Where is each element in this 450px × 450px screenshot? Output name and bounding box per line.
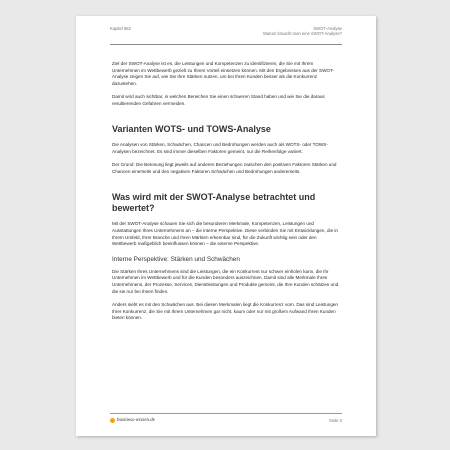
paragraph-perspectives: Mit der SWOT-Analyse schauen Sie sich die besonderen Merkmale, Kompetenzen, Leistungen und Ausstattungen Ihres Unternehmens an – die interne Perspektive. Diese verbinden Sie mit Entwicklungen, die in Ihrem Umfeld, Ihrer Branche und Ihren Märkten erkennbar sind, für die Zukunft wichtig sein oder den Wettbewerb maßgeblich beeinflussen können – die externe Perspektive. [112, 221, 338, 247]
page-header [110, 24, 342, 45]
paragraph-reason: Der Grund: Die Betonung liegt jeweils auf anderen Beziehungen zwischen den positiven Faktoren Stärken und Chancen einerseits und den negativen Faktoren Schwächen und Bedrohungen andererseits. [112, 162, 337, 174]
paragraph-weaknesses: Anders sieht es mit den Schwächen aus. Bei diesen Merkmalen liegt die Konkurrenz vorn. Das sind Leistungen Ihrer Konkurrenz, die Sie mit Ihrem Unternehmen gar nicht, kaum oder nur mit großem Aufwand Ihren Kunden bieten können. [112, 302, 338, 321]
logo-text: business-wissen.de [117, 418, 155, 423]
header-title [263, 26, 342, 36]
paragraph-visibility: Damit wird auch sichtbar, in welchen Bereichen Sie einen schweren Stand haben und wie Sie die daraus resultierenden Gefahren vermeiden. [112, 94, 325, 106]
page-number: Seite 3 [328, 418, 342, 423]
document-page [76, 16, 376, 436]
paragraph-intro: Ziel der SWOT-Analyse ist es, die Leistungen und Kompetenzen zu identifizieren, die Sie mit Ihrem Unternehmen im Wettbewerb gezielt zu Ihrem Vorteil einsetzen können. Mit den Ergebnissen aus der SWOT-Analyse zeigen Sie auf, wie Sie Ihre Stärken nutzen, um bei Ihren Kunden besser als die Konkurrenz dazustehen. [112, 61, 335, 86]
footer-logo[interactable] [110, 418, 155, 423]
heading-what-is-evaluated: Was wird mit der SWOT-Analyse betrachtet und bewertet? [112, 192, 316, 213]
subheading-internal-perspective: Interne Perspektive: Stärken und Schwächen [112, 255, 240, 263]
page-footer [110, 413, 342, 426]
logo-dot-icon [110, 418, 115, 423]
heading-variants: Varianten WOTS- und TOWS-Analyse [112, 123, 271, 134]
header-title-line1: SWOT-Analyse [313, 26, 342, 31]
chapter-label: Kapitel 852 [110, 26, 131, 31]
paragraph-variants: Die Analysen von Stärken, Schwächen, Chancen und Bedrohungen werden auch als WOTS- oder TOWS-Analysen bezeichnet. Es sind immer dieselben Faktoren gemeint, nur die Reihenfolge variiert. [112, 142, 328, 154]
paragraph-strengths: Die Stärken Ihres Unternehmens sind die Leistungen, die ein Konkurrent nur schwer einholen kann, die Ihr Unternehmen im Wettbewerb und für die Kunden besonders auszeichnen. Damit sind alle Merkmale Ihres Unternehmens, der Prozesse, Services, Dienstleistungen und Produkte gemeint, die Ihre Kunden schätzen und die sie nur bei Ihnen finden. [112, 268, 339, 294]
page-content [112, 61, 340, 329]
header-title-line2: Warum braucht man eine SWOT-Analyse? [263, 31, 342, 37]
